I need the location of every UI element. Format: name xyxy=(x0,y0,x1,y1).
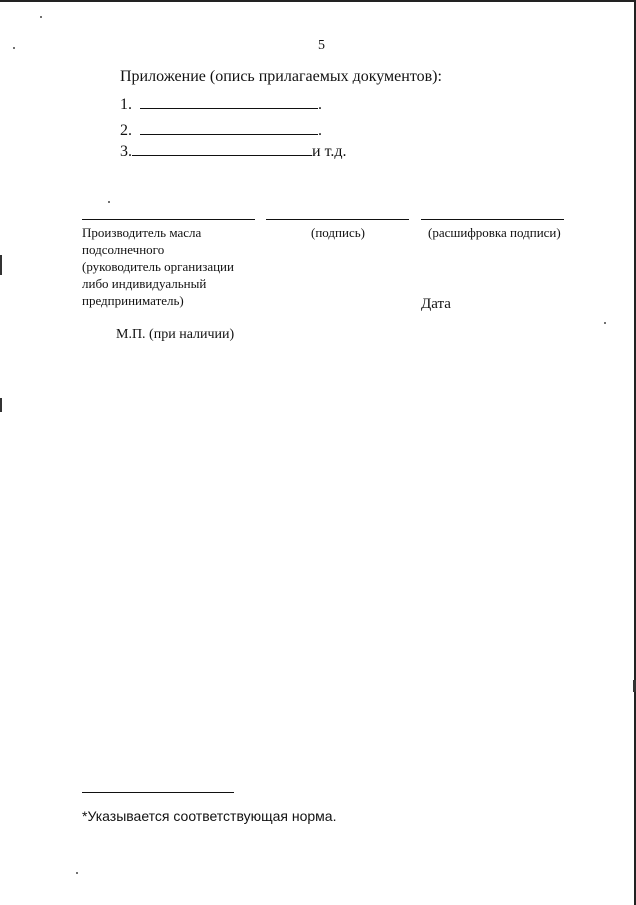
attachment-item-2 xyxy=(120,121,322,140)
signature-label: (подпись) xyxy=(311,225,365,240)
attachment-item-3 xyxy=(120,142,347,161)
footnote-text: *Указывается соответствующая норма. xyxy=(82,808,337,824)
attachment-item-1 xyxy=(120,95,322,114)
footnote-rule xyxy=(82,792,234,793)
scan-speck xyxy=(13,47,15,49)
decoding-line xyxy=(421,219,564,220)
item-number: 1. xyxy=(120,96,132,113)
item-blank-line xyxy=(132,142,312,156)
item-number: 2. xyxy=(120,122,132,139)
item-blank-line xyxy=(140,95,318,109)
scan-speck xyxy=(40,16,42,18)
date-label: Дата xyxy=(421,296,451,312)
item-number: 3. xyxy=(120,143,132,160)
item-blank-line xyxy=(140,121,318,135)
scan-speck xyxy=(604,322,606,324)
scan-speck xyxy=(76,872,78,874)
page-edge-top xyxy=(0,0,636,2)
decoding-label: (расшифровка подписи) xyxy=(428,225,561,240)
producer-role-label: Производитель масла подсолнечного (руководитель организации либо индивидуальный предприниматель) xyxy=(82,225,234,308)
item-tail: и т.д. xyxy=(312,143,347,160)
item-tail: . xyxy=(318,96,322,113)
scan-edge-mark xyxy=(0,255,2,275)
stamp-label: М.П. (при наличии) xyxy=(116,327,235,342)
page-number: 5 xyxy=(318,38,325,53)
signature-line xyxy=(266,219,409,220)
scan-speck xyxy=(108,201,110,203)
scan-edge-mark xyxy=(0,398,2,412)
role-signature-line xyxy=(82,219,255,220)
item-tail: . xyxy=(318,122,322,139)
attachment-heading: Приложение (опись прилагаемых документов): xyxy=(120,68,442,85)
